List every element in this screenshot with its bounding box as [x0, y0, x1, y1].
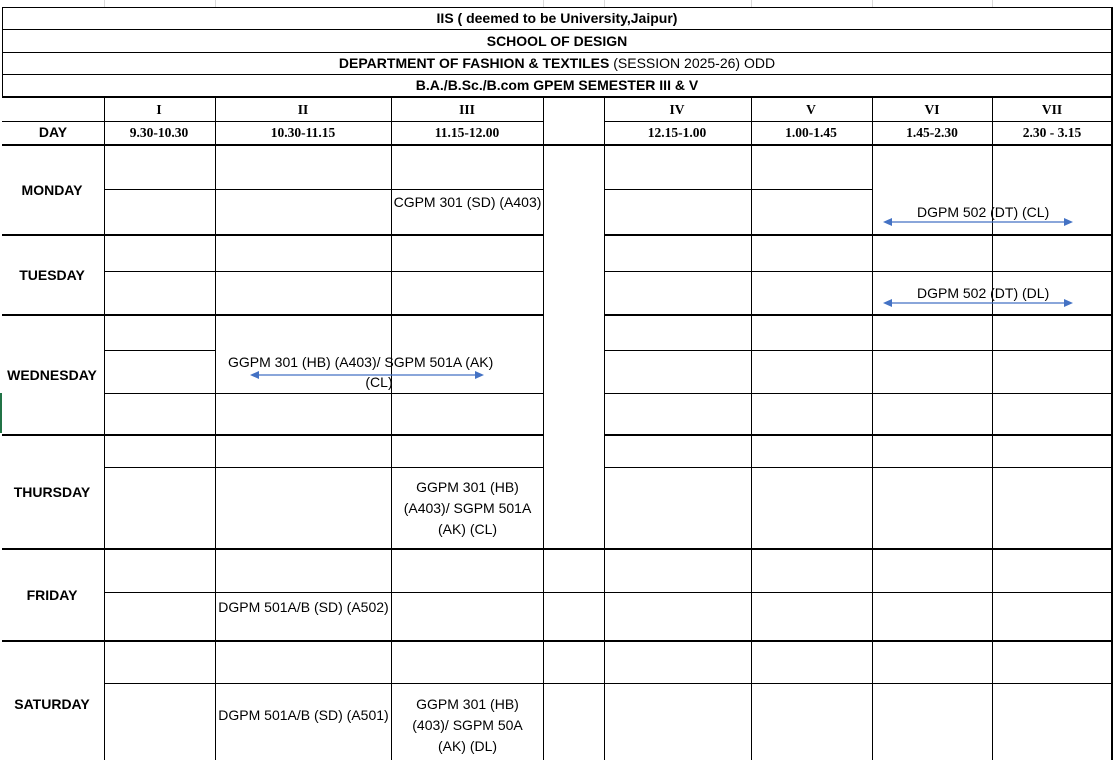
thursday-period3-entry[interactable]: GGPM 301 (HB) (A403)/ SGPM 501A (AK) (CL): [403, 479, 532, 537]
period-time-2: 10.30-11.15: [270, 125, 336, 140]
wednesday-period2-3-room: (CL): [365, 374, 393, 390]
period-time-1: 9.30-10.30: [129, 125, 189, 140]
tuesday-period6-7-entry[interactable]: DGPM 502 (DT) (DL): [917, 285, 1050, 301]
period-num-1: I: [156, 102, 162, 117]
day-thursday: THURSDAY: [13, 484, 91, 500]
day-tuesday: TUESDAY: [19, 267, 85, 283]
period-time-6: 1.45-2.30: [906, 125, 958, 140]
program-title: B.A./B.Sc./B.com GPEM SEMESTER III & V: [415, 77, 699, 93]
university-title: IIS ( deemed to be University,Jaipur): [436, 10, 678, 26]
period-time-5: 1.00-1.45: [785, 125, 837, 140]
period-num-7: VII: [1041, 102, 1063, 117]
day-friday: FRIDAY: [26, 587, 78, 603]
monday-span-arrow: [883, 218, 1073, 226]
period-num-4: IV: [669, 102, 685, 117]
period-time-7: 2.30 - 3.15: [1022, 125, 1082, 140]
period-num-6: VI: [924, 102, 940, 117]
day-monday: MONDAY: [21, 182, 83, 198]
wednesday-span-arrow: [250, 371, 484, 379]
session-text: (SESSION 2025-26) ODD: [609, 55, 776, 71]
monday-period3-entry[interactable]: CGPM 301 (SD) (A403): [393, 194, 542, 210]
saturday-period3-entry[interactable]: GGPM 301 (HB) (403)/ SGPM 50A (AK) (DL): [412, 696, 523, 754]
period-time-3: 11.15-12.00: [434, 125, 500, 140]
period-time-4: 12.15-1.00: [647, 125, 707, 140]
day-wednesday: WEDNESDAY: [7, 367, 97, 383]
school-title: SCHOOL OF DESIGN: [486, 33, 628, 49]
period-num-2: II: [297, 102, 309, 117]
period-num-3: III: [459, 102, 475, 117]
day-saturday: SATURDAY: [14, 696, 90, 712]
tuesday-span-arrow: [883, 299, 1073, 307]
department-name: DEPARTMENT OF FASHION & TEXTILES: [338, 55, 610, 71]
friday-period2-entry[interactable]: DGPM 501A/B (SD) (A502): [218, 599, 389, 615]
wednesday-period2-3-entry[interactable]: GGPM 301 (HB) (A403)/ SGPM 501A (AK): [228, 354, 494, 370]
day-header: DAY: [38, 124, 68, 140]
period-num-5: V: [806, 102, 816, 117]
monday-period6-7-entry[interactable]: DGPM 502 (DT) (CL): [917, 204, 1050, 220]
saturday-period2-entry[interactable]: DGPM 501A/B (SD) (A501): [218, 707, 389, 723]
